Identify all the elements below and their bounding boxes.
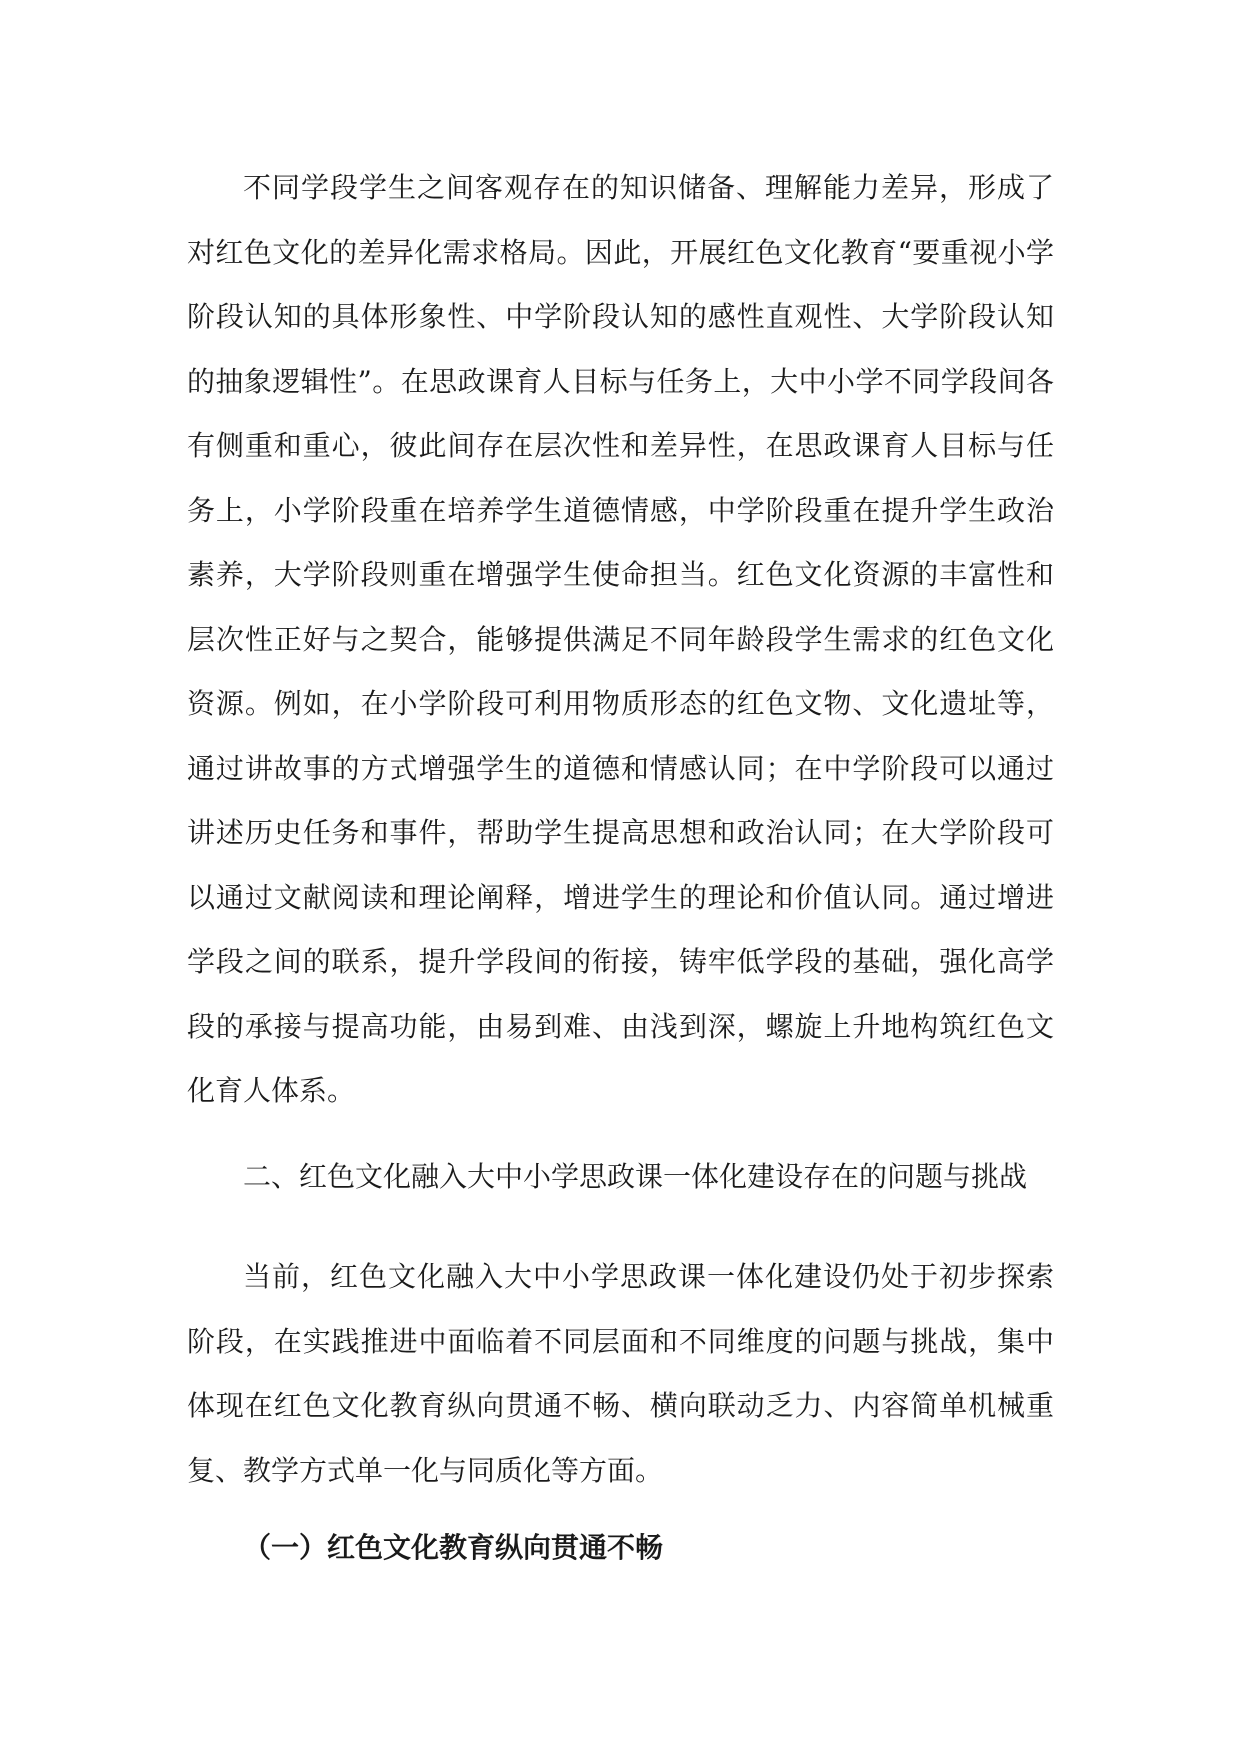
section-heading: 二、红色文化融入大中小学思政课一体化建设存在的问题与挑战 xyxy=(243,1160,1028,1193)
body-paragraph-1: 不同学段学生之间客观存在的知识储备、理解能力差异，形成了对红色文化的差异化需求格局。因此，开展红色文化教育“要重视小学阶段认知的具体形象性、中学阶段认知的感性直观性、大学阶段认知的抽象逻辑性”。在思政课育人目标与任务上，大中小学不同学段间各有侧重和重心，彼此间存在层次性和差异性，在思政课育人目标与任务上，小学阶段重在培养学生道德情感，中学阶段重在提升学生政治素养，大学阶段则重在增强学生使命担当。红色文化资源的丰富性和层次性正好与之契合，能够提供满足不同年龄段学生需求的红色文化资源。例如，在小学阶段可利用物质形态的红色文物、文化遗址等，通过讲故事的方式增强学生的道德和情感认同；在中学阶段可以通过讲述历史任务和事件，帮助学生提高思想和政治认同；在大学阶段可以通过文献阅读和理论阐释，增进学生的理论和价值认同。通过增进学段之间的联系，提升学段间的衔接，铸牢低学段的基础，强化高学段的承接与提高功能，由易到难、由浅到深，螺旋上升地构筑红色文化育人体系。 xyxy=(187,171,1054,1107)
subsection-heading: （一）红色文化教育纵向贯通不畅 xyxy=(243,1531,664,1564)
body-paragraph-2: 当前，红色文化融入大中小学思政课一体化建设仍处于初步探索阶段，在实践推进中面临着不同层面和不同维度的问题与挑战，集中体现在红色文化教育纵向贯通不畅、横向联动乏力、内容简单机械重复、教学方式单一化与同质化等方面。 xyxy=(187,1260,1054,1487)
